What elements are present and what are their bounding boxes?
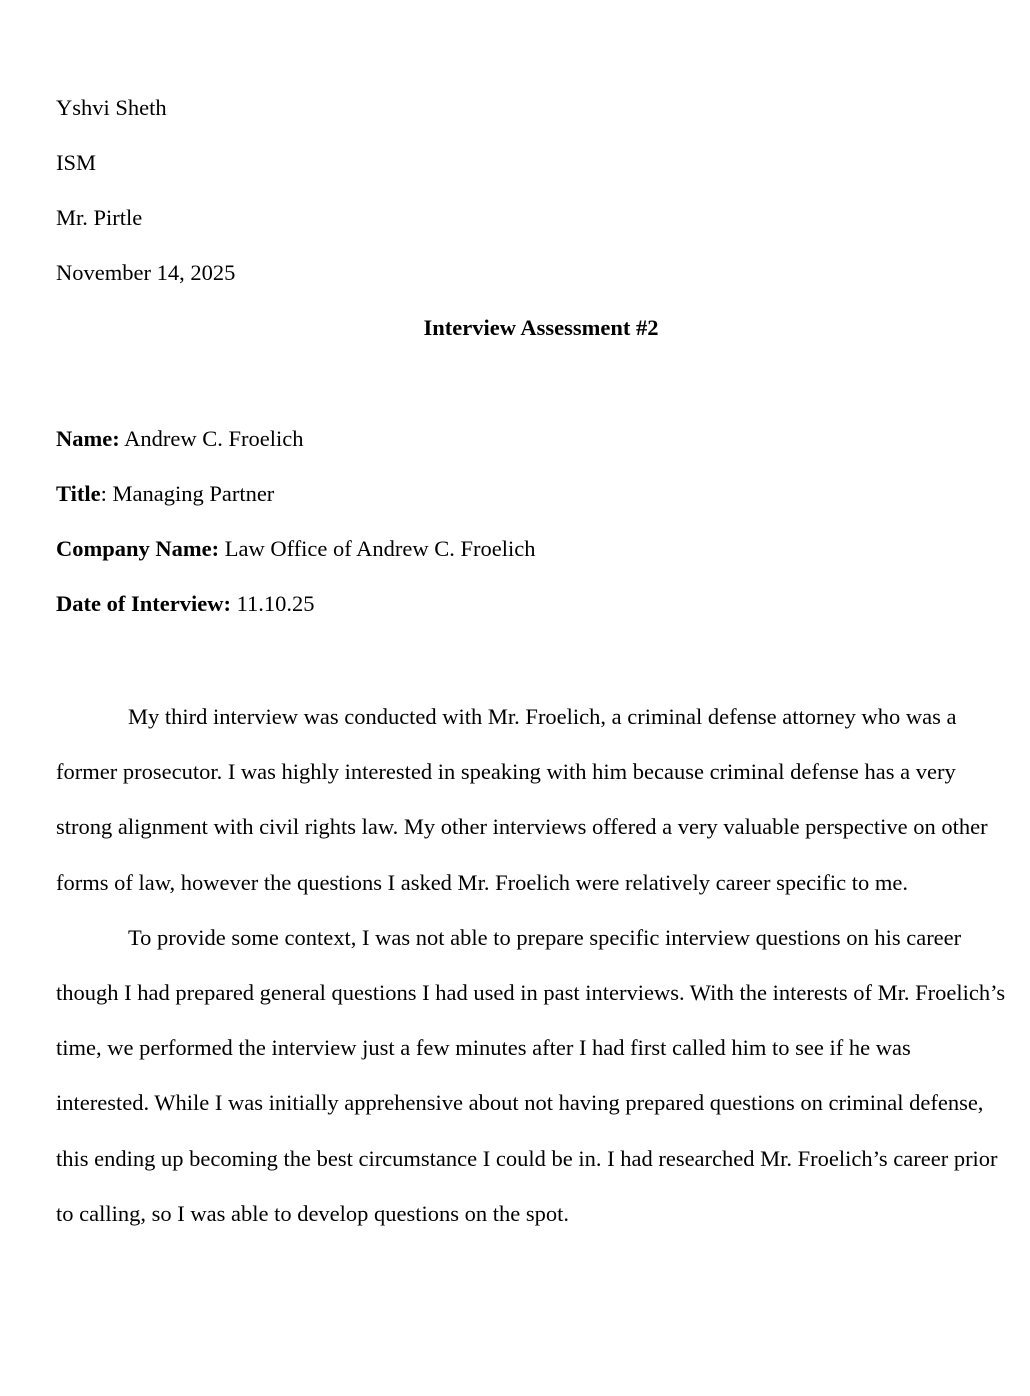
detail-company-label: Company Name:	[56, 536, 220, 561]
course-name: ISM	[56, 150, 97, 175]
detail-interview-date	[56, 589, 314, 619]
detail-date-label: Date of Interview:	[56, 591, 231, 616]
document-date: November 14, 2025	[56, 260, 236, 285]
body-paragraph-2: To provide some context, I was not able to prepare specific interview questions on his career though I had prepared general questions I had used in past interviews. With the interests of Mr. Froelich’s time, we performed the interview just a few minutes after I had first called him to see if he was interested. While I was initially apprehensive about not having prepared questions on criminal defense, this ending up becoming the best circumstance I could be in. I had researched Mr. Froelich’s career prior to calling, so I was able to develop questions on the spot.	[56, 924, 1006, 1226]
document-page	[56, 0, 1006, 1396]
detail-company	[56, 534, 536, 564]
body-paragraph-1: My third interview was conducted with Mr. Froelich, a criminal defense attorney who was a former prosecutor. I was highly interested in speaking with him because criminal defense has a very strong alignment with civil rights law. My other interviews offered a very valuable perspective on other forms of law, however the questions I asked Mr. Froelich were relatively career specific to me.	[56, 704, 988, 895]
student-name: Yshvi Sheth	[56, 95, 167, 120]
teacher-name: Mr. Pirtle	[56, 205, 143, 230]
detail-name-label: Name:	[56, 426, 120, 451]
body-text	[56, 689, 1006, 1241]
detail-title-value: : Managing Partner	[100, 481, 275, 506]
detail-name-value: Andrew C. Froelich	[124, 426, 304, 451]
detail-date-value: 11.10.25	[236, 591, 315, 616]
document-title: Interview Assessment #2	[423, 315, 659, 340]
detail-company-value: Law Office of Andrew C. Froelich	[224, 536, 536, 561]
detail-title-label: Title	[56, 481, 101, 506]
detail-name	[56, 424, 303, 454]
detail-title	[56, 479, 274, 509]
